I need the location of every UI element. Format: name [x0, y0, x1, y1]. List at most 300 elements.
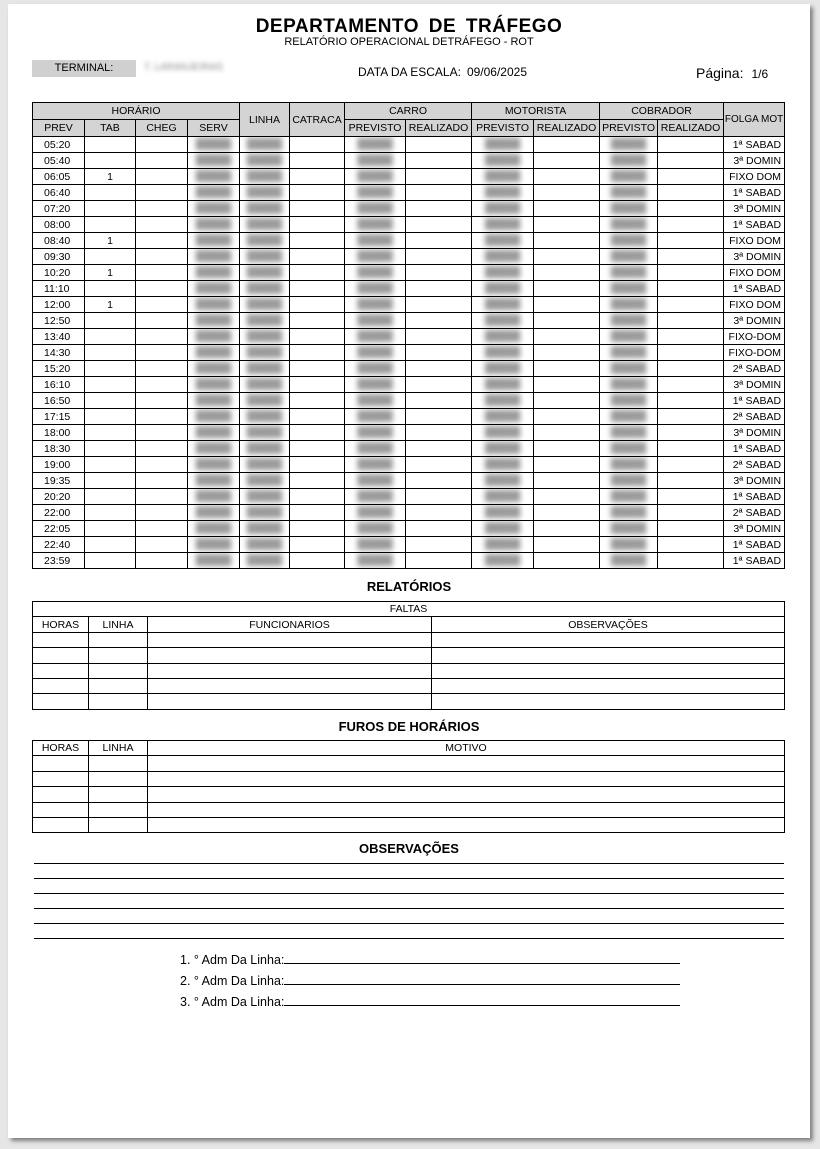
cell-cobrador-realizado: [658, 489, 724, 505]
observation-line: [34, 878, 784, 879]
cell-tab: 1: [85, 297, 136, 313]
table-row: [33, 632, 785, 647]
cell-prev: 13:40: [33, 329, 85, 345]
cell-folga-mot: 3ª DOMIN: [724, 313, 785, 329]
table-row: [33, 297, 785, 313]
cell-cheg: [136, 457, 188, 473]
cell-motorista-previsto: [472, 361, 534, 377]
redacted-value: █████: [484, 331, 521, 342]
cell-carro-realizado: [406, 185, 472, 201]
cell-motorista-previsto: [472, 457, 534, 473]
observation-line: [34, 938, 784, 939]
redacted-value: █████: [195, 171, 232, 182]
cell-catraca: [290, 329, 345, 345]
cell-tab: [85, 185, 136, 201]
table-row: [33, 756, 785, 771]
redacted-value: █████: [484, 155, 521, 166]
cell-carro-realizado: [406, 425, 472, 441]
cell-cobrador-realizado: [658, 537, 724, 553]
redacted-value: █████: [484, 555, 521, 566]
redacted-value: █████: [357, 219, 393, 230]
header-linha: LINHA: [240, 103, 290, 137]
redacted-value: █████: [610, 363, 647, 374]
cell-cheg: [136, 441, 188, 457]
redacted-value: █████: [195, 539, 232, 550]
cell-catraca: [290, 281, 345, 297]
redacted-value: █████: [610, 283, 647, 294]
cell-carro-previsto: [345, 313, 406, 329]
cell-tab: [85, 441, 136, 457]
cell-serv: [188, 537, 240, 553]
cell-motorista-realizado: [534, 553, 600, 569]
cell-catraca: [290, 489, 345, 505]
cell-cheg: [136, 425, 188, 441]
cell-catraca: [290, 521, 345, 537]
cell-cobrador-realizado: [658, 505, 724, 521]
redacted-value: █████: [357, 363, 393, 374]
observacoes-title: OBSERVAÇÕES: [359, 841, 459, 856]
redacted-value: █████: [246, 267, 283, 278]
redacted-value: █████: [357, 187, 393, 198]
redacted-value: █████: [195, 427, 232, 438]
cell-cheg: [136, 265, 188, 281]
redacted-value: █████: [484, 171, 521, 182]
cell-cheg: [136, 489, 188, 505]
redacted-value: █████: [195, 507, 232, 518]
cell-serv: [188, 489, 240, 505]
cell-cobrador-realizado: [658, 185, 724, 201]
header-carro-realizado: REALIZADO: [406, 120, 472, 137]
cell-cobrador-realizado: [658, 153, 724, 169]
redacted-value: █████: [357, 283, 393, 294]
table-row: [33, 802, 785, 817]
table-row: [33, 185, 785, 201]
cell-motorista-previsto: [472, 249, 534, 265]
cell-carro-realizado: [406, 457, 472, 473]
redacted-value: █████: [484, 267, 521, 278]
cell-cobrador-previsto: [600, 281, 658, 297]
redacted-value: █████: [357, 267, 393, 278]
cell-carro-realizado: [406, 137, 472, 153]
table-row: [33, 153, 785, 169]
cell-tab: [85, 329, 136, 345]
redacted-value: █████: [195, 203, 232, 214]
cell-carro-realizado: [406, 473, 472, 489]
redacted-value: █████: [246, 283, 283, 294]
cell-prev: 18:30: [33, 441, 85, 457]
signature-field[interactable]: [284, 994, 680, 1006]
redacted-value: █████: [195, 363, 232, 374]
cell-serv: [188, 217, 240, 233]
redacted-value: █████: [246, 315, 283, 326]
redacted-value: █████: [195, 347, 232, 358]
table-row: [33, 473, 785, 489]
cell-catraca: [290, 441, 345, 457]
redacted-value: █████: [484, 299, 521, 310]
redacted-value: █████: [357, 299, 393, 310]
cell-linha: [240, 521, 290, 537]
cell-motorista-realizado: [534, 505, 600, 521]
cell-motorista-realizado: [534, 409, 600, 425]
table-row: [33, 377, 785, 393]
redacted-value: █████: [610, 171, 647, 182]
cell-serv: [188, 265, 240, 281]
cell-cobrador-realizado: [658, 313, 724, 329]
redacted-value: █████: [357, 475, 393, 486]
cell-cheg: [136, 505, 188, 521]
cell-cheg: [136, 329, 188, 345]
cell-serv: [188, 185, 240, 201]
cell-cobrador-realizado: [658, 201, 724, 217]
redacted-value: █████: [195, 283, 232, 294]
redacted-value: █████: [610, 555, 647, 566]
redacted-value: █████: [246, 459, 283, 470]
cell-cheg: [136, 553, 188, 569]
redacted-value: █████: [357, 555, 393, 566]
cell-prev: 05:40: [33, 153, 85, 169]
cell-catraca: [290, 473, 345, 489]
cell-cobrador-previsto: [600, 137, 658, 153]
cell-linha: [240, 249, 290, 265]
cell-folga-mot: 3ª DOMIN: [724, 201, 785, 217]
cell-carro-realizado: [406, 313, 472, 329]
cell-catraca: [290, 217, 345, 233]
cell-catraca: [290, 505, 345, 521]
cell-cobrador-previsto: [600, 201, 658, 217]
redacted-value: █████: [357, 347, 393, 358]
redacted-value: █████: [610, 315, 647, 326]
cell-folga-mot: 2ª SABAD: [724, 361, 785, 377]
cell-cheg: [136, 201, 188, 217]
cell-carro-previsto: [345, 393, 406, 409]
table-row: [33, 313, 785, 329]
cell-serv: [188, 201, 240, 217]
redacted-value: █████: [610, 395, 647, 406]
cell-folga-mot: FIXO-DOM: [724, 345, 785, 361]
redacted-value: █████: [246, 235, 283, 246]
cell-serv: [188, 457, 240, 473]
table-row: [33, 169, 785, 185]
cell-carro-realizado: [406, 281, 472, 297]
cell-carro-realizado: [406, 329, 472, 345]
cell-linha: [240, 553, 290, 569]
cell-folga-mot: 2ª SABAD: [724, 457, 785, 473]
redacted-value: █████: [246, 379, 283, 390]
cell-motorista-realizado: [534, 425, 600, 441]
cell-prev: 20:20: [33, 489, 85, 505]
cell-tab: [85, 473, 136, 489]
redacted-value: █████: [195, 555, 232, 566]
redacted-value: █████: [246, 363, 283, 374]
cell-linha: [240, 217, 290, 233]
cell-tab: [85, 489, 136, 505]
cell-carro-previsto: [345, 537, 406, 553]
cell-folga-mot: 1ª SABAD: [724, 537, 785, 553]
cell-cheg: [136, 377, 188, 393]
cell-motorista-realizado: [534, 297, 600, 313]
signature-label: 1. ° Adm Da Linha:: [180, 953, 285, 967]
cell-folga-mot: 3ª DOMIN: [724, 153, 785, 169]
redacted-value: █████: [246, 219, 283, 230]
redacted-value: █████: [357, 395, 393, 406]
cell-tab: [85, 249, 136, 265]
table-row: [33, 281, 785, 297]
cell-carro-realizado: [406, 377, 472, 393]
table-row: [33, 393, 785, 409]
cell-cobrador-previsto: [600, 329, 658, 345]
redacted-value: █████: [195, 331, 232, 342]
table-row: [33, 787, 785, 802]
cell-folga-mot: 3ª DOMIN: [724, 473, 785, 489]
redacted-value: █████: [195, 155, 232, 166]
cell-carro-realizado: [406, 201, 472, 217]
cell-cobrador-previsto: [600, 153, 658, 169]
redacted-value: █████: [195, 395, 232, 406]
cell-motorista-previsto: [472, 473, 534, 489]
cell-prev: 09:30: [33, 249, 85, 265]
cell-motorista-realizado: [534, 521, 600, 537]
redacted-value: █████: [195, 139, 232, 150]
cell-prev: 14:30: [33, 345, 85, 361]
cell-cobrador-previsto: [600, 169, 658, 185]
cell-prev: 17:15: [33, 409, 85, 425]
cell-motorista-previsto: [472, 201, 534, 217]
redacted-value: █████: [484, 379, 521, 390]
cell-carro-previsto: [345, 217, 406, 233]
signature-line-3: [180, 994, 680, 1009]
cell-catraca: [290, 425, 345, 441]
cell-prev: 11:10: [33, 281, 85, 297]
cell-cobrador-previsto: [600, 425, 658, 441]
cell-motorista-realizado: [534, 441, 600, 457]
cell-carro-realizado: [406, 393, 472, 409]
table-row: [33, 201, 785, 217]
table-row: [33, 265, 785, 281]
cell-serv: [188, 393, 240, 409]
cell-prev: 22:05: [33, 521, 85, 537]
faltas-col-horas: HORAS: [33, 617, 89, 632]
cell-tab: [85, 553, 136, 569]
redacted-value: █████: [357, 411, 393, 422]
table-row: [33, 425, 785, 441]
redacted-value: █████: [610, 331, 647, 342]
cell-folga-mot: FIXO DOM: [724, 169, 785, 185]
redacted-value: █████: [610, 235, 647, 246]
cell-cobrador-previsto: [600, 521, 658, 537]
cell-motorista-previsto: [472, 265, 534, 281]
cell-motorista-previsto: [472, 553, 534, 569]
redacted-value: █████: [246, 155, 283, 166]
redacted-value: █████: [484, 427, 521, 438]
table-row: [33, 678, 785, 693]
cell-cobrador-previsto: [600, 217, 658, 233]
redacted-value: █████: [357, 459, 393, 470]
cell-tab: [85, 457, 136, 473]
cell-folga-mot: 1ª SABAD: [724, 281, 785, 297]
cell-carro-previsto: [345, 457, 406, 473]
cell-catraca: [290, 185, 345, 201]
page-title: DEPARTAMENTO DE TRÁFEGO: [255, 16, 563, 37]
cell-prev: 15:20: [33, 361, 85, 377]
cell-prev: 22:40: [33, 537, 85, 553]
cell-cheg: [136, 217, 188, 233]
cell-carro-previsto: [345, 425, 406, 441]
signature-line-1: [180, 952, 680, 967]
observation-line: [34, 908, 784, 909]
redacted-value: █████: [610, 219, 647, 230]
redacted-value: █████: [484, 395, 521, 406]
cell-catraca: [290, 377, 345, 393]
redacted-value: █████: [484, 347, 521, 358]
cell-catraca: [290, 345, 345, 361]
cell-cobrador-realizado: [658, 457, 724, 473]
cell-motorista-realizado: [534, 457, 600, 473]
redacted-value: █████: [195, 315, 232, 326]
cell-linha: [240, 185, 290, 201]
cell-motorista-previsto: [472, 505, 534, 521]
cell-carro-previsto: [345, 201, 406, 217]
cell-cobrador-realizado: [658, 361, 724, 377]
redacted-value: █████: [357, 171, 393, 182]
redacted-value: █████: [246, 347, 283, 358]
cell-carro-previsto: [345, 297, 406, 313]
furos-col-horas: HORAS: [33, 741, 89, 756]
cell-linha: [240, 505, 290, 521]
cell-cobrador-realizado: [658, 441, 724, 457]
table-row: [33, 648, 785, 663]
cell-cobrador-previsto: [600, 377, 658, 393]
cell-tab: [85, 377, 136, 393]
cell-cobrador-previsto: [600, 489, 658, 505]
redacted-value: █████: [246, 395, 283, 406]
cell-linha: [240, 137, 290, 153]
cell-carro-realizado: [406, 409, 472, 425]
signature-field[interactable]: [284, 952, 680, 964]
cell-carro-previsto: [345, 521, 406, 537]
redacted-value: █████: [610, 379, 647, 390]
cell-tab: [85, 505, 136, 521]
cell-carro-previsto: [345, 409, 406, 425]
cell-carro-previsto: [345, 233, 406, 249]
schedule-date-value: 09/06/2025: [466, 65, 527, 79]
cell-motorista-realizado: [534, 153, 600, 169]
redacted-value: █████: [246, 331, 283, 342]
cell-prev: 08:40: [33, 233, 85, 249]
cell-carro-previsto: [345, 185, 406, 201]
redacted-value: █████: [484, 459, 521, 470]
header-cobrador: COBRADOR: [600, 103, 724, 120]
redacted-value: █████: [610, 251, 647, 262]
cell-prev: 16:50: [33, 393, 85, 409]
cell-folga-mot: 1ª SABAD: [724, 393, 785, 409]
cell-linha: [240, 297, 290, 313]
table-row: [33, 345, 785, 361]
cell-tab: [85, 393, 136, 409]
cell-motorista-previsto: [472, 441, 534, 457]
cell-cobrador-previsto: [600, 297, 658, 313]
header-cobrador-realizado: REALIZADO: [658, 120, 724, 137]
redacted-value: █████: [246, 411, 283, 422]
cell-carro-realizado: [406, 553, 472, 569]
redacted-value: █████: [357, 539, 393, 550]
redacted-value: █████: [195, 475, 232, 486]
cell-motorista-realizado: [534, 169, 600, 185]
cell-tab: [85, 521, 136, 537]
terminal-value: T. LARANJEIRAS: [144, 62, 223, 73]
cell-cheg: [136, 345, 188, 361]
redacted-value: █████: [246, 491, 283, 502]
cell-motorista-previsto: [472, 537, 534, 553]
table-row: [33, 663, 785, 678]
redacted-value: █████: [610, 203, 647, 214]
cell-carro-realizado: [406, 249, 472, 265]
cell-cheg: [136, 521, 188, 537]
cell-cheg: [136, 297, 188, 313]
schedule-date-label: DATA DA ESCALA:: [358, 65, 461, 79]
schedule-date: [358, 65, 527, 79]
faltas-col-funcionarios: FUNCIONARIOS: [148, 617, 432, 632]
cell-linha: [240, 313, 290, 329]
redacted-value: █████: [484, 315, 521, 326]
cell-linha: [240, 489, 290, 505]
cell-motorista-realizado: [534, 393, 600, 409]
redacted-value: █████: [246, 203, 283, 214]
cell-motorista-previsto: [472, 169, 534, 185]
cell-prev: 05:20: [33, 137, 85, 153]
cell-prev: 08:00: [33, 217, 85, 233]
cell-cobrador-realizado: [658, 249, 724, 265]
signature-label: 2. ° Adm Da Linha:: [180, 974, 285, 988]
header-catraca: CATRACA: [290, 103, 345, 137]
cell-carro-realizado: [406, 537, 472, 553]
cell-catraca: [290, 313, 345, 329]
redacted-value: █████: [246, 139, 283, 150]
cell-prev: 16:10: [33, 377, 85, 393]
cell-catraca: [290, 457, 345, 473]
redacted-value: █████: [610, 347, 647, 358]
cell-carro-previsto: [345, 473, 406, 489]
cell-prev: 12:00: [33, 297, 85, 313]
cell-motorista-previsto: [472, 185, 534, 201]
cell-catraca: [290, 297, 345, 313]
redacted-value: █████: [357, 235, 393, 246]
cell-carro-realizado: [406, 505, 472, 521]
redacted-value: █████: [484, 491, 521, 502]
furos-col-linha: LINHA: [89, 741, 148, 756]
table-row: [33, 361, 785, 377]
terminal-label: TERMINAL:: [32, 60, 136, 77]
cell-linha: [240, 329, 290, 345]
signature-field[interactable]: [284, 973, 680, 985]
cell-serv: [188, 233, 240, 249]
cell-cobrador-realizado: [658, 169, 724, 185]
cell-motorista-realizado: [534, 345, 600, 361]
cell-cheg: [136, 169, 188, 185]
cell-carro-realizado: [406, 153, 472, 169]
header-prev: PREV: [33, 120, 85, 137]
redacted-value: █████: [484, 523, 521, 534]
table-row: [33, 694, 785, 709]
cell-tab: 1: [85, 169, 136, 185]
furos-title: FUROS DE HORÁRIOS: [338, 719, 480, 734]
cell-serv: [188, 377, 240, 393]
schedule-body: [33, 137, 785, 569]
cell-motorista-realizado: [534, 201, 600, 217]
cell-serv: [188, 329, 240, 345]
observation-line: [34, 923, 784, 924]
cell-folga-mot: 3ª DOMIN: [724, 249, 785, 265]
redacted-value: █████: [357, 427, 393, 438]
